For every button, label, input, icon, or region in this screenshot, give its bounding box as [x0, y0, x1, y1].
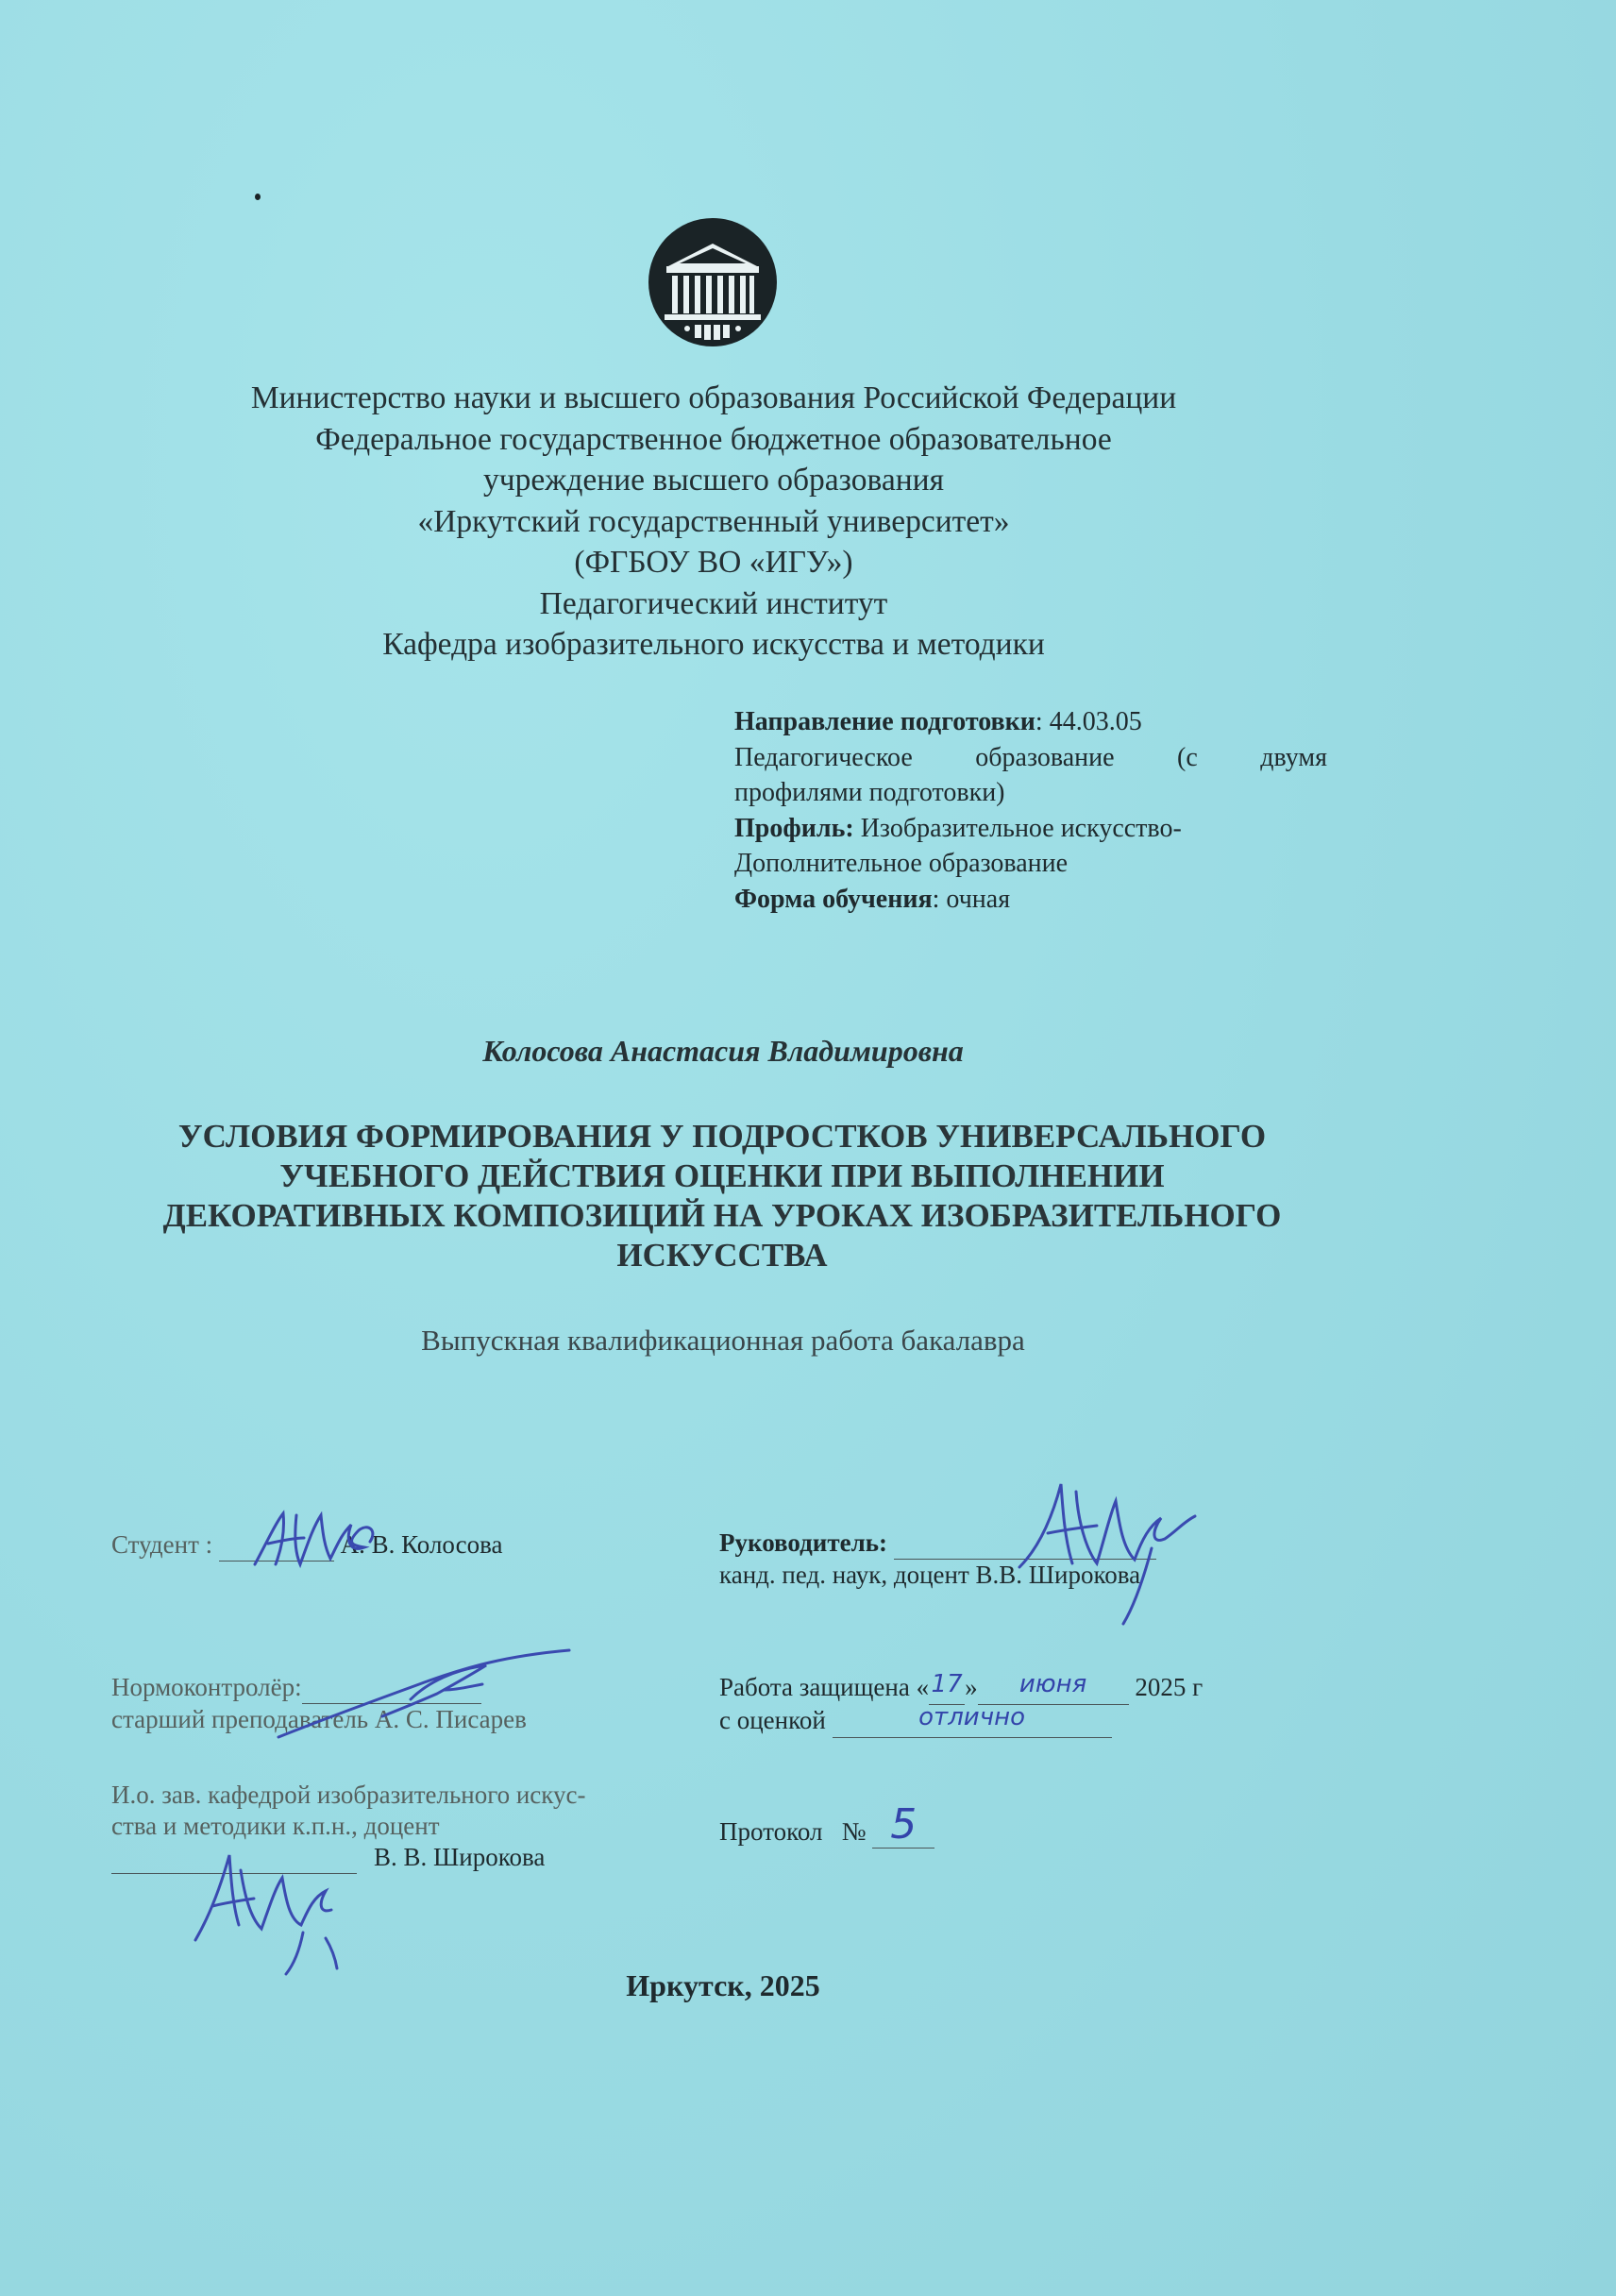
protocol-line [719, 1800, 934, 1849]
organization-header [94, 378, 1333, 666]
title-line-1: УСЛОВИЯ ФОРМИРОВАНИЯ У ПОДРОСТКОВ УНИВЕРСАЛЬНОГО [177, 1118, 1267, 1155]
form-value: : очная [932, 884, 1011, 914]
defended-year: 2025 г [1135, 1673, 1204, 1701]
university-abbr: (ФГБОУ ВО «ИГУ») [574, 545, 853, 580]
university-emblem-icon [648, 217, 778, 347]
head-line-1: И.о. зав. кафедрой изобразительного искус- [111, 1781, 586, 1809]
thesis-title [94, 1117, 1350, 1275]
direction-line-3: профилями подготовки) [734, 778, 1005, 807]
student-name: А. В. Колосова [340, 1530, 503, 1559]
profile-label: Профиль: [734, 813, 854, 843]
defended-month: июня [1018, 1670, 1087, 1698]
grade-value: отлично [918, 1703, 1025, 1731]
institution-type-line-2: учреждение высшего образования [483, 463, 944, 498]
head-of-department-block [111, 1780, 586, 1874]
author-name: Колосова Анастасия Владимировна [482, 1034, 964, 1068]
form-label: Форма обучения [734, 884, 933, 914]
defended-mid: » [965, 1673, 978, 1701]
normcontrol-label: Нормоконтролёр: [111, 1673, 302, 1701]
head-line-2: ства и методики к.п.н., доцент [111, 1812, 440, 1840]
supervisor-desc: канд. пед. наук, доцент В.В. Широкова [719, 1561, 1141, 1589]
title-line-2: УЧЕБНОГО ДЕЙСТВИЯ ОЦЕНКИ ПРИ ВЫПОЛНЕНИИ [279, 1157, 1165, 1194]
supervisor-handwritten-signature [1010, 1473, 1208, 1633]
institution-type-line-1: Федеральное государственное бюджетное образовательное [315, 421, 1112, 457]
direction-value: : 44.03.05 [1035, 707, 1142, 736]
title-line-3: ДЕКОРАТИВНЫХ КОМПОЗИЦИЙ НА УРОКАХ ИЗОБРАЗИТЕЛЬНОГО [162, 1197, 1282, 1234]
head-handwritten-signature [184, 1827, 345, 1978]
defended-prefix: Работа защищена « [719, 1673, 930, 1701]
department-name: Кафедра изобразительного искусства и методики [382, 627, 1045, 662]
supervisor-label: Руководитель: [719, 1528, 888, 1557]
normcontrol-handwritten-signature [269, 1643, 581, 1747]
protocol-number-sign: № [841, 1817, 867, 1846]
normcontrol-desc: старший преподаватель А. С. Писарев [111, 1705, 527, 1733]
protocol-value: 5 [890, 1800, 917, 1849]
title-line-4: ИСКУССТВА [616, 1237, 828, 1274]
grade-label: с оценкой [719, 1706, 826, 1734]
city-year: Иркутск, 2025 [626, 1968, 820, 2002]
protocol-label: Протокол [719, 1817, 823, 1846]
defense-block [719, 1672, 1203, 1738]
direction-label: Направление подготовки [734, 707, 1035, 736]
program-info [734, 704, 1327, 917]
ministry-line: Министерство науки и высшего образования Российской Федерации [250, 380, 1177, 415]
profile-value: Изобразительное искусство- [853, 813, 1182, 843]
work-type: Выпускная квалификационная работа бакалавра [421, 1324, 1025, 1357]
ink-dot [255, 194, 261, 200]
profile-line-2: Дополнительное образование [734, 849, 1069, 878]
student-label: Студент : [111, 1530, 213, 1559]
head-name: В. В. Широкова [374, 1843, 546, 1871]
direction-line-2: Педагогическое образование (с двумя [734, 742, 1327, 772]
defended-day: 17 [931, 1670, 963, 1698]
institute-name: Педагогический институт [539, 585, 888, 621]
student-handwritten-signature [247, 1506, 389, 1574]
university-name: «Иркутский государственный университет» [417, 503, 1010, 539]
